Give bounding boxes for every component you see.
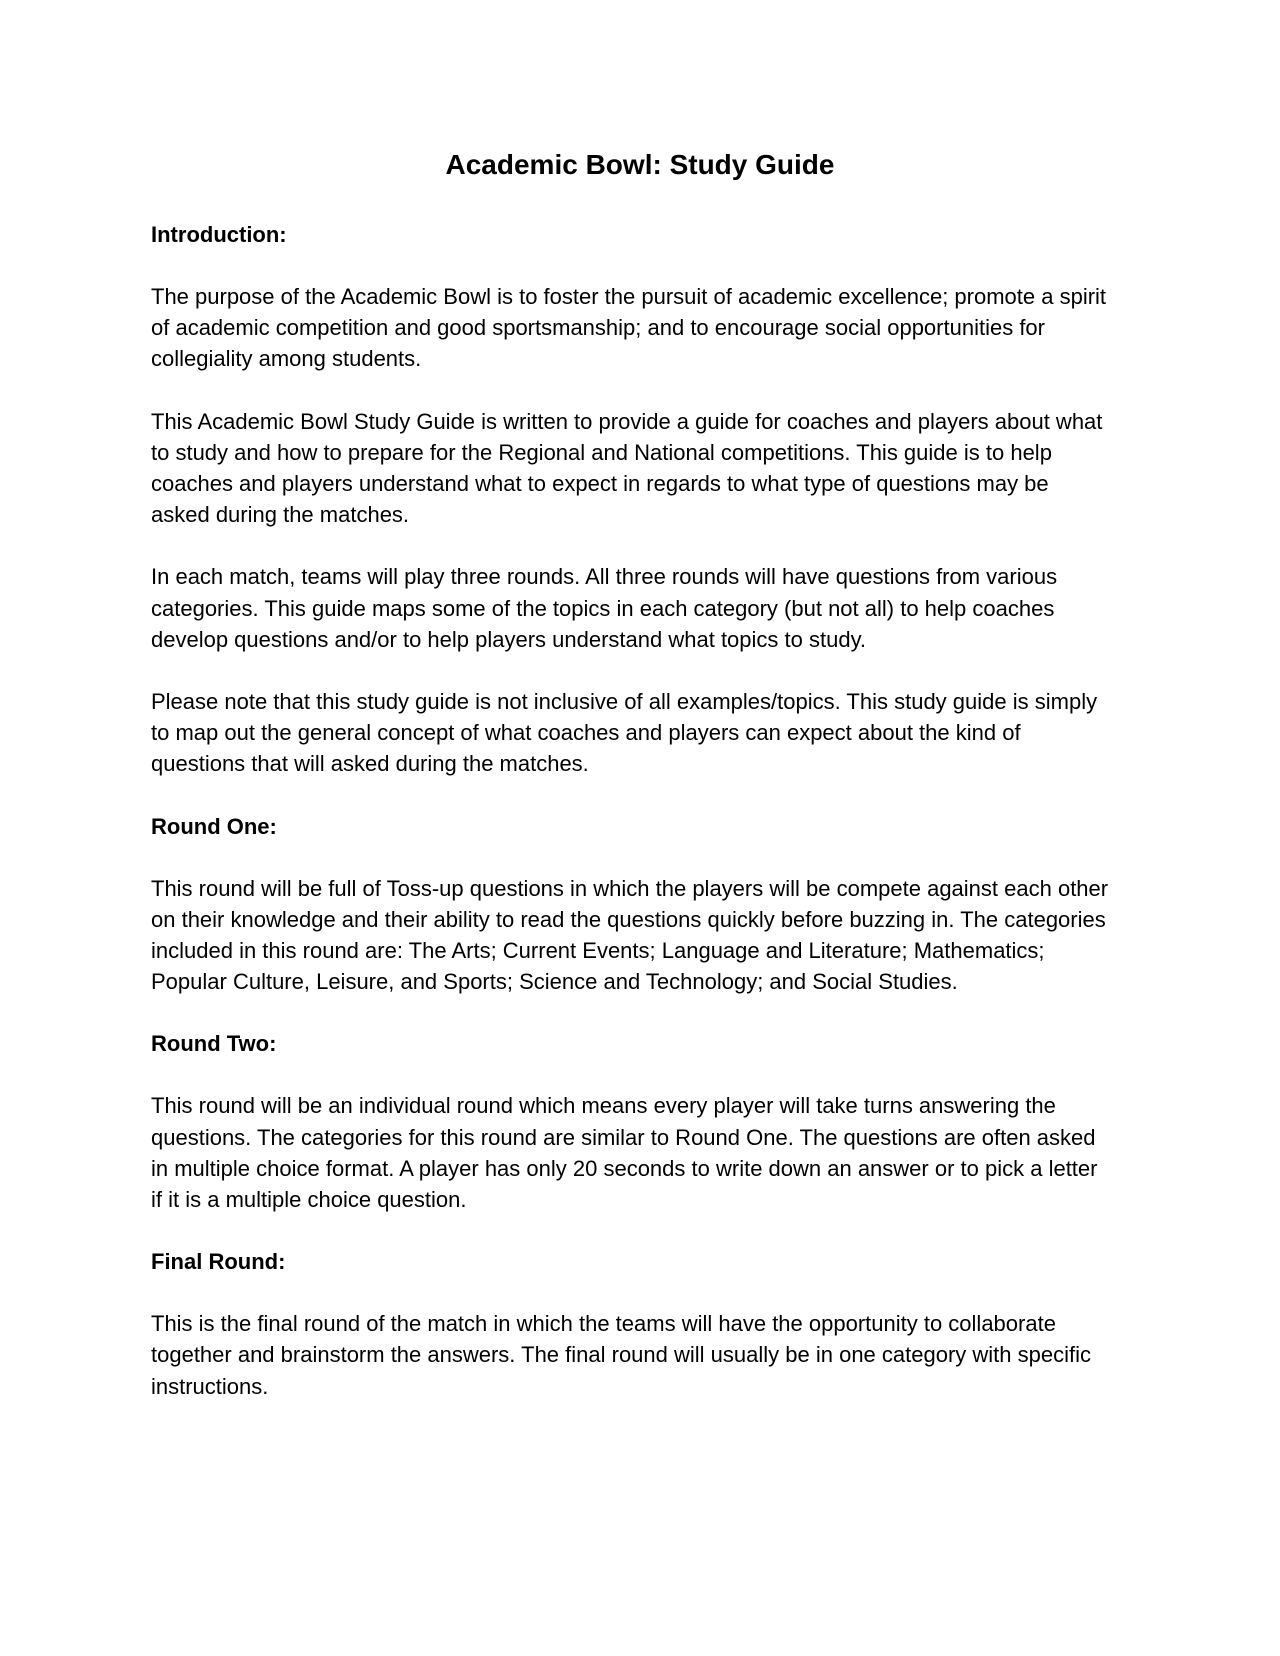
round-two-paragraph: This round will be an individual round which means every player will take turns answering the questions. The categories for this round are similar to Round One. The questions are often asked in multiple choice format. A player has only 20 seconds to write down an answer or to pick a letter if it is a multiple choice question. bbox=[151, 1093, 1098, 1213]
document-body bbox=[151, 219, 1111, 1433]
final-round-paragraph: This is the final round of the match in which the teams will have the opportunity to collaborate together and brainstorm the answers. The final round will usually be in one category with specific instructions. bbox=[151, 1311, 1091, 1399]
section-heading-final-round: Final Round: bbox=[151, 1249, 286, 1275]
intro-paragraph-note: Please note that this study guide is not inclusive of all examples/topics. This study guide is simply to map out the general concept of what coaches and players can expect about the kind of questions that will asked during the matches. bbox=[151, 689, 1098, 777]
section-heading-round-one: Round One: bbox=[151, 813, 277, 839]
intro-paragraph-purpose: The purpose of the Academic Bowl is to foster the pursuit of academic excellence; promote a spirit of academic competition and good sportsmanship; and to encourage social opportunities for collegiality among students. bbox=[151, 284, 1107, 372]
section-heading-introduction: Introduction: bbox=[151, 222, 287, 247]
section-heading-round-two: Round Two: bbox=[151, 1031, 277, 1057]
round-one-paragraph: This round will be full of Toss-up questions in which the players will be compete against each other on their knowledge and their ability to read the questions quickly before buzzing in. The categories included in this round are: The Arts; Current Events; Language and Literature; Mathematics; Popular Culture, Leisure, and Sports; Science and Technology; and Social Studies. bbox=[151, 875, 1109, 995]
intro-paragraph-guide: This Academic Bowl Study Guide is written to provide a guide for coaches and players about what to study and how to prepare for the Regional and National competitions. This guide is to help coaches and players understand what to expect in regards to what type of questions may be asked during the matches. bbox=[151, 408, 1103, 528]
intro-paragraph-rounds: In each match, teams will play three rounds. All three rounds will have questions from various categories. This guide maps some of the topics in each category (but not all) to help coaches develop questions and/or to help players understand what topics to study. bbox=[151, 564, 1058, 652]
page-title: Academic Bowl: Study Guide bbox=[445, 149, 835, 180]
